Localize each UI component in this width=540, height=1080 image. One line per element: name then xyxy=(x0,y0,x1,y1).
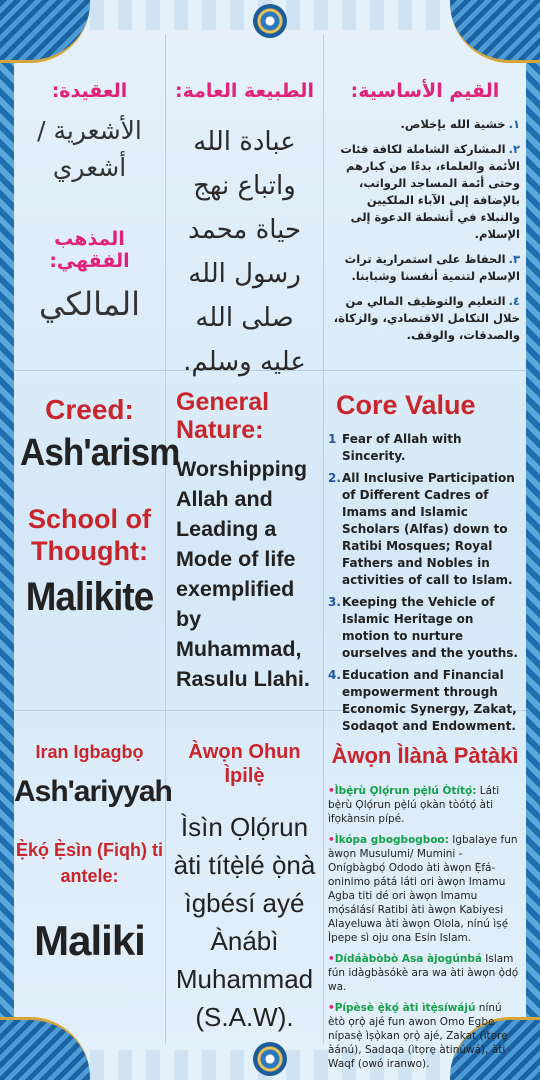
arabic-values-title: القيم الأساسية: xyxy=(350,80,500,102)
english-nature-column xyxy=(166,370,324,710)
english-nature-title: General Nature: xyxy=(176,388,270,444)
list-item: 2. All Inclusive Participation of Different Cadres of Imams and Islamic Scholars (Alfas) down to Ratibi Mosques; Royal Fathers and Nobles in activities of call to Islam. xyxy=(328,471,515,587)
yoruba-creed-title: Iran Igbagbọ xyxy=(35,742,144,762)
english-creed-title: Creed: xyxy=(45,394,134,425)
arabic-nature-body: عبادة الله واتباع نهج حياة محمد رسول الله صلى الله عليه وسلم. xyxy=(183,127,306,377)
yoruba-row xyxy=(14,710,526,1070)
list-item: •Pípèsè ẹ̀kọ́ àti ìtẹ̀síwájú nínú ètò ọrọ̀ ajé fun awon Omo Egbe nípasẹ̀ ìṣọ̀kan ọrọ̀ ajé, Zakat (ìtọrẹ àánú), Sadaqa (ìtọrẹ àtinúwá), àti Waqf (owó iranwo). xyxy=(328,1002,508,1070)
english-values-list xyxy=(328,431,520,735)
arabic-values-list xyxy=(328,116,520,344)
rosette-ornament-top xyxy=(253,4,287,38)
yoruba-nature-title: Àwọn Ohun Ìpilẹ̀ xyxy=(188,741,301,787)
yoruba-values-list xyxy=(328,784,520,1071)
english-creed-value: Ash'arism xyxy=(20,432,180,474)
list-item: 1 Fear of Allah with Sincerity. xyxy=(328,432,462,463)
arabic-nature-title: الطبيعة العامة: xyxy=(175,80,314,102)
content-grid xyxy=(14,34,526,1070)
list-item: ١.خشية الله بإخلاص. xyxy=(400,117,520,131)
arabic-nature-column xyxy=(166,34,324,377)
arabic-school-title: المذهب الفقهي: xyxy=(49,228,130,272)
list-item: •Ìkópa gbogbogboo: Igbalaye fun àwọn Musulumi/ Mumini -Onígbàgbọ́ Ododo àti àwọn Ẹ̀fá- oninimo pátá láti ori àwọn Imamu Agba titi dé ori àwọn Imamu mọ́sálásí Ratibi àti àwọn Kabiyesi Alayeluwa àti àwọn Olola, nínú ìṣẹ́ Ìpepe sì oju ona Esin Islam. xyxy=(328,834,518,944)
list-item: ٣.الحفاظ على استمرارية تراث الإسلام لتنمية أنفسنا وشبابنا. xyxy=(344,252,520,283)
arabic-creed-column xyxy=(14,34,166,370)
list-item: •Ìbẹ̀rù Ọlọ́run pẹ̀lú Òtítọ́: Láti bẹ̀rù Ọlọ́run pẹ̀lú ọkàn tòótọ́ àti ìfọkànsin pípé. xyxy=(328,785,500,825)
ornamental-border-right xyxy=(526,0,540,1080)
english-values-title: Core Value xyxy=(336,390,476,420)
yoruba-values-column xyxy=(324,710,526,1070)
english-row xyxy=(14,370,526,733)
arabic-school-value: المالكي xyxy=(39,285,140,323)
english-nature-body: Worshipping Allah and Leading a Mode of life exemplified by Muhammad, Rasulu Llahi. xyxy=(176,457,310,691)
arabic-creed-title: العقيدة: xyxy=(51,80,128,102)
yoruba-creed-value: Ash'ariyyah xyxy=(14,775,172,808)
list-item: 3. Keeping the Vehicle of Islamic Heritage on motion to nurture ourselves and the youths. xyxy=(328,595,518,660)
yoruba-school-title: Ẹ̀kọ́ Ẹ̀sìn (Fiqh) ti antele: xyxy=(16,840,163,886)
yoruba-values-title: Àwọn Ìlànà Pàtàkì xyxy=(331,743,519,768)
yoruba-creed-column xyxy=(14,710,172,1044)
english-school-title: School of Thought: xyxy=(28,504,151,566)
english-creed-column xyxy=(14,370,180,710)
rosette-ornament-bottom xyxy=(253,1042,287,1076)
arabic-creed-value: الأشعرية / أشعري xyxy=(37,116,142,182)
list-item: 4. Education and Financial empowerment through Economic Synergy, Zakat, Sodaqot and Endowment. xyxy=(328,668,517,733)
list-item: •Dídáàbòbò Asa àjogúnbá Islam fún idàgbàsókè ara wa àti àwọn ọ̀dọ́ wa. xyxy=(328,953,519,993)
yoruba-nature-column xyxy=(166,710,324,1044)
arabic-row xyxy=(14,34,526,377)
english-values-column xyxy=(324,370,526,733)
list-item: ٤.التعليم والتوظيف المالي من خلال التكامل الاقتصادي، والزكاة، والصدقات، والوقف. xyxy=(333,294,520,342)
arabic-values-column xyxy=(324,34,526,370)
ornamental-border-left xyxy=(0,0,14,1080)
english-school-value: Malikite xyxy=(25,575,154,619)
yoruba-school-value: Maliki xyxy=(34,917,145,964)
list-item: ٢.المشاركة الشاملة لكافة فئات الأئمة والعلماء، بدءًا من كبارهم وحتى أئمة المساجد الرواتب، بالإضافة إلى الآباء الملكيين والنبلاء في أنشطة الدعوة إلى الإسلام. xyxy=(340,142,520,241)
yoruba-nature-body: Ìsìn Ọlọ́run àti títẹ̀lé ọ̀nà ìgbésí ayé Ànábì Muhammad (S.A.W). xyxy=(173,812,316,1032)
